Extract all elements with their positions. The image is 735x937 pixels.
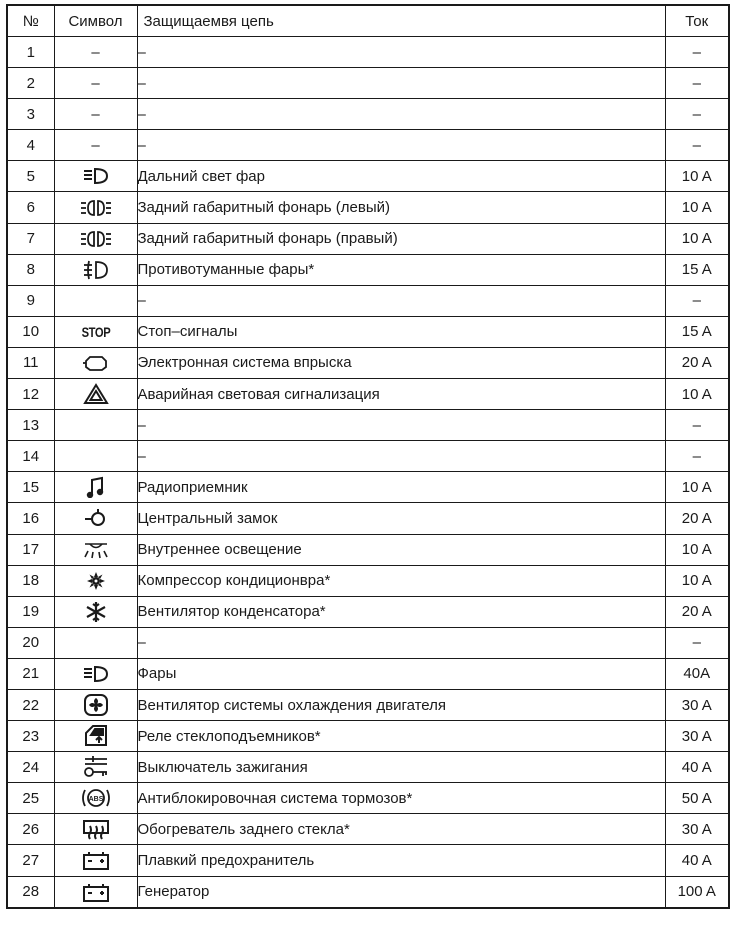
fuse-current: –: [665, 627, 729, 658]
fuse-current: 30 A: [665, 689, 729, 720]
fuse-symbol-cell: [54, 565, 137, 596]
fuse-current: –: [665, 130, 729, 161]
fuse-current: 10 A: [665, 223, 729, 254]
cooling-fan-icon: [83, 693, 109, 717]
table-row: [7, 752, 729, 783]
battery-icon: [81, 849, 111, 871]
fuse-symbol-cell: [54, 410, 137, 441]
fuse-current: –: [665, 441, 729, 472]
fuse-symbol-cell: [54, 68, 137, 99]
fuse-symbol-cell: [54, 814, 137, 845]
fuse-number: 27: [7, 845, 54, 876]
fuse-symbol-cell: [54, 783, 137, 814]
fuse-symbol-cell: [54, 441, 137, 472]
fuse-current: –: [665, 37, 729, 68]
protected-circuit: Вентилятор конденсатора*: [137, 596, 665, 627]
fuse-current: 40 A: [665, 845, 729, 876]
fuse-current: 15 A: [665, 254, 729, 285]
protected-circuit: –: [137, 441, 665, 472]
fuse-current: 20 A: [665, 347, 729, 378]
fuse-symbol-cell: [54, 658, 137, 689]
header-number: №: [7, 5, 54, 37]
fuse-number: 21: [7, 658, 54, 689]
fuse-symbol-cell: [54, 689, 137, 720]
table-row: [7, 596, 729, 627]
fuse-current: –: [665, 68, 729, 99]
fuse-number: 14: [7, 441, 54, 472]
fuse-current: 30 A: [665, 721, 729, 752]
protected-circuit: Генератор: [137, 876, 665, 908]
fuse-current: 10 A: [665, 534, 729, 565]
protected-circuit: –: [137, 410, 665, 441]
fuse-number: 7: [7, 223, 54, 254]
fuse-current: 10 A: [665, 472, 729, 503]
fuse-current: 10 A: [665, 379, 729, 410]
fuse-symbol-cell: [54, 130, 137, 161]
header-circuit: Защищаемвя цепь: [137, 5, 665, 37]
fuse-number: 3: [7, 99, 54, 130]
protected-circuit: Центральный замок: [137, 503, 665, 534]
table-row: [7, 347, 729, 378]
fuse-number: 26: [7, 814, 54, 845]
fuse-number: 25: [7, 783, 54, 814]
table-row: [7, 534, 729, 565]
protected-circuit: Реле стеклоподъемников*: [137, 721, 665, 752]
parking-lights-icon: [79, 198, 113, 218]
table-row: [7, 845, 729, 876]
fuse-current: 50 A: [665, 783, 729, 814]
protected-circuit: –: [137, 285, 665, 316]
fuse-number: 22: [7, 689, 54, 720]
protected-circuit: Компрессор кондиционвра*: [137, 565, 665, 596]
fuse-symbol-cell: [54, 347, 137, 378]
fuse-symbol-cell: [54, 37, 137, 68]
protected-circuit: Стоп–сигналы: [137, 316, 665, 347]
fuse-number: 9: [7, 285, 54, 316]
fuse-number: 5: [7, 161, 54, 192]
protected-circuit: Вентилятор системы охлаждения двигателя: [137, 689, 665, 720]
protected-circuit: Обогреватель заднего стекла*: [137, 814, 665, 845]
fuse-symbol-cell: [54, 721, 137, 752]
fuse-number: 24: [7, 752, 54, 783]
fuse-number: 18: [7, 565, 54, 596]
table-row: [7, 223, 729, 254]
protected-circuit: Выключатель зажигания: [137, 752, 665, 783]
symbol-dash: –: [91, 74, 100, 92]
table-row: [7, 472, 729, 503]
fuse-symbol-cell: [54, 627, 137, 658]
central-lock-icon: [83, 507, 109, 529]
table-row: [7, 379, 729, 410]
protected-circuit: Противотуманные фары*: [137, 254, 665, 285]
battery-icon: [81, 881, 111, 903]
window-lifter-icon: [83, 724, 109, 748]
abs-icon: [80, 786, 112, 810]
table-row: [7, 783, 729, 814]
protected-circuit: Фары: [137, 658, 665, 689]
svg-text:ABS: ABS: [88, 796, 103, 804]
fuse-current: –: [665, 99, 729, 130]
fuse-number: 8: [7, 254, 54, 285]
high-beam-icon: [81, 166, 111, 186]
symbol-dash: –: [91, 43, 100, 61]
table-row: [7, 285, 729, 316]
protected-circuit: –: [137, 37, 665, 68]
protected-circuit: –: [137, 627, 665, 658]
fuse-number: 23: [7, 721, 54, 752]
table-row: [7, 316, 729, 347]
fuse-number: 16: [7, 503, 54, 534]
fuse-table-sheet: [6, 4, 728, 909]
fuse-number: 20: [7, 627, 54, 658]
fuse-symbol-cell: [54, 596, 137, 627]
fuse-symbol-cell: [54, 503, 137, 534]
fuse-symbol-cell: [54, 534, 137, 565]
fuse-number: 11: [7, 347, 54, 378]
fuse-number: 12: [7, 379, 54, 410]
protected-circuit: Плавкий предохранитель: [137, 845, 665, 876]
fuse-number: 4: [7, 130, 54, 161]
protected-circuit: Аварийная световая сигнализация: [137, 379, 665, 410]
hazard-triangle-icon: [83, 383, 109, 405]
table-row: [7, 565, 729, 596]
fuse-current: 20 A: [665, 596, 729, 627]
protected-circuit: –: [137, 68, 665, 99]
fuse-symbol-cell: [54, 845, 137, 876]
table-row: [7, 68, 729, 99]
protected-circuit: Задний габаритный фонарь (правый): [137, 223, 665, 254]
protected-circuit: Внутреннее освещение: [137, 534, 665, 565]
parking-lights-icon: [79, 229, 113, 249]
fuse-number: 15: [7, 472, 54, 503]
fuse-symbol-cell: [54, 285, 137, 316]
fuse-current: 40 A: [665, 752, 729, 783]
fuse-number: 10: [7, 316, 54, 347]
fuse-symbol-cell: [54, 192, 137, 223]
protected-circuit: –: [137, 130, 665, 161]
header-current: Ток: [665, 5, 729, 37]
fuse-number: 1: [7, 37, 54, 68]
symbol-dash: –: [91, 137, 100, 155]
snowflake-fan-icon: [85, 601, 107, 623]
fuse-symbol-cell: [54, 379, 137, 410]
header-symbol: Символ: [54, 5, 137, 37]
table-row: [7, 192, 729, 223]
fuse-symbol-cell: [54, 752, 137, 783]
fuse-current: –: [665, 410, 729, 441]
table-row: [7, 876, 729, 908]
rear-defrost-icon: [81, 818, 111, 840]
fuse-number: 28: [7, 876, 54, 908]
table-row: [7, 441, 729, 472]
table-row: [7, 410, 729, 441]
fuse-current: 10 A: [665, 192, 729, 223]
protected-circuit: Радиоприемник: [137, 472, 665, 503]
fuse-number: 6: [7, 192, 54, 223]
protected-circuit: –: [137, 99, 665, 130]
protected-circuit: Задний габаритный фонарь (левый): [137, 192, 665, 223]
engine-injection-icon: [82, 353, 110, 373]
table-row: [7, 130, 729, 161]
fuse-number: 17: [7, 534, 54, 565]
fuse-symbol-cell: [54, 254, 137, 285]
ignition-key-icon: [81, 755, 111, 779]
fuse-table: [6, 4, 730, 909]
fuse-number: 19: [7, 596, 54, 627]
fog-light-icon: [81, 259, 111, 281]
table-row: [7, 627, 729, 658]
fuse-number: 2: [7, 68, 54, 99]
table-row: [7, 814, 729, 845]
table-row: [7, 503, 729, 534]
table-header-row: [7, 5, 729, 37]
protected-circuit: Дальний свет фар: [137, 161, 665, 192]
fuse-symbol-cell: [54, 472, 137, 503]
fuse-current: 15 A: [665, 316, 729, 347]
fuse-current: –: [665, 285, 729, 316]
symbol-dash: –: [91, 106, 100, 123]
fuse-symbol-cell: [54, 223, 137, 254]
table-row: [7, 721, 729, 752]
radio-note-icon: [85, 476, 107, 498]
table-row: [7, 254, 729, 285]
fuse-current: 10 A: [665, 161, 729, 192]
fuse-current: 10 A: [665, 565, 729, 596]
table-row: [7, 37, 729, 68]
high-beam-icon: [81, 664, 111, 684]
fuse-symbol-cell: [54, 316, 137, 347]
fuse-symbol-cell: [54, 99, 137, 130]
interior-light-icon: [82, 539, 110, 561]
fuse-current: 40A: [665, 658, 729, 689]
fuse-symbol-cell: [54, 876, 137, 908]
fuse-number: 13: [7, 410, 54, 441]
table-row: [7, 99, 729, 130]
protected-circuit: Антиблокировочная система тормозов*: [137, 783, 665, 814]
fuse-current: 20 A: [665, 503, 729, 534]
table-row: [7, 689, 729, 720]
ac-compressor-icon: [86, 571, 106, 591]
table-row: [7, 658, 729, 689]
table-row: [7, 161, 729, 192]
fuse-symbol-cell: [54, 161, 137, 192]
fuse-current: 30 A: [665, 814, 729, 845]
fuse-current: 100 A: [665, 876, 729, 908]
stop-symbol: STOP: [81, 324, 110, 341]
protected-circuit: Электронная система впрыска: [137, 347, 665, 378]
